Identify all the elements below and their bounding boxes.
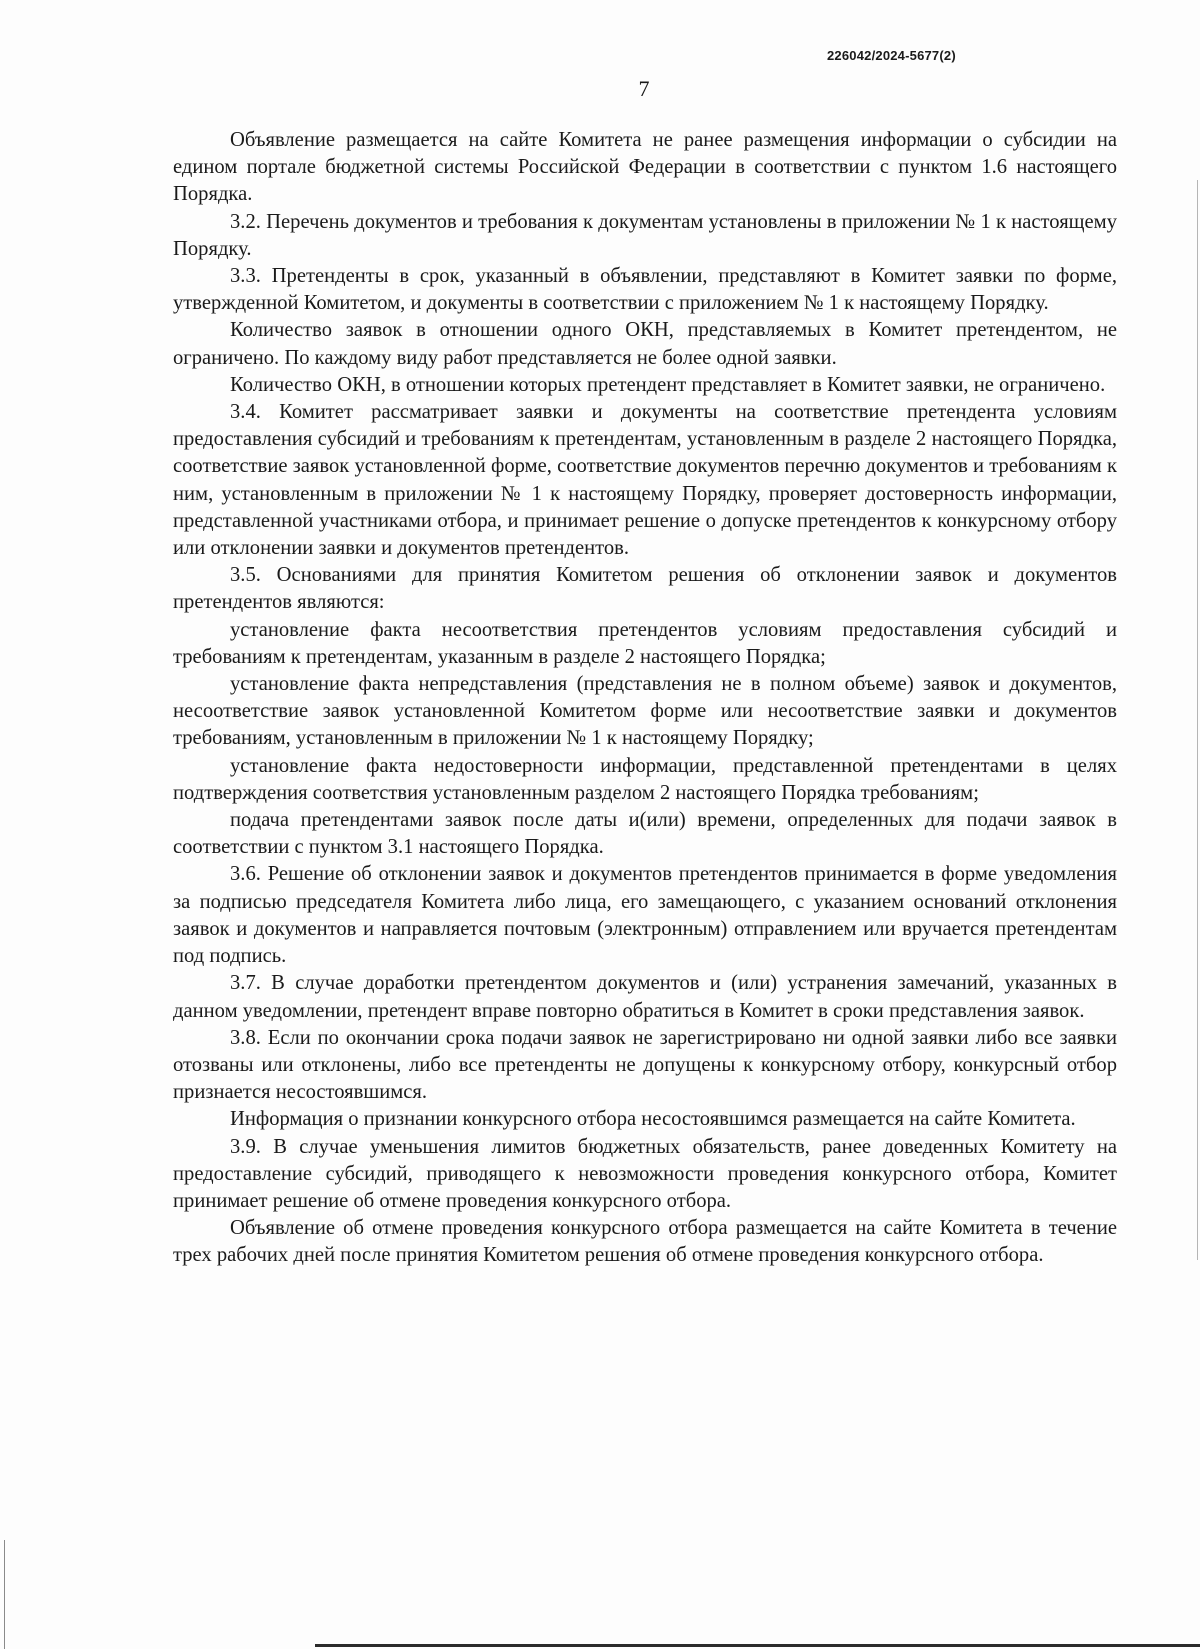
- paragraph: 3.6. Решение об отклонении заявок и документов претендентов принимается в форме уведомления за подписью председателя Комитета либо лица, его замещающего, с указанием оснований отклонения заявок и документов и направляется почтовым (электронным) отправлением или вручается претендентам под подпись.: [173, 863, 1117, 968]
- paragraph: установление факта недостоверности информации, представленной претендентами в целях подтверждения соответствия установленным разделом 2 настоящего Порядка требованиям;: [173, 754, 1117, 804]
- paragraph: Информация о признании конкурсного отбора несостоявшимся размещается на сайте Комитета.: [230, 1108, 1076, 1131]
- paragraph: 3.8. Если по окончании срока подачи заявок не зарегистрировано ни одной заявки либо все заявки отозваны или отклонены, либо все претенденты не допущены к конкурсному отбору, конкурсный отбор признается несостоявшимся.: [173, 1026, 1117, 1104]
- paragraph: Количество ОКН, в отношении которых претендент представляет в Комитет заявки, не ограничено.: [230, 373, 1106, 396]
- paragraph: 3.2. Перечень документов и требования к документам установлены в приложении № 1 к настоящему Порядку.: [173, 210, 1117, 260]
- page-number: 7: [638, 76, 650, 101]
- document-registration-number: 226042/2024-5677(2): [827, 48, 956, 63]
- paragraph: 3.7. В случае доработки претендентом документов и (или) устранения замечаний, указанных в данном уведомлении, претендент вправе повторно обратиться в Комитет в сроки представления заявок.: [173, 972, 1117, 1022]
- scan-edge-line: [1197, 180, 1198, 1260]
- paragraph: установление факта непредставления (представления не в полном объеме) заявок и документов, несоответствие заявок установленной Комитетом форме или несоответствие заявки и документов требованиям, установленным в приложении № 1 к настоящему Порядку;: [173, 673, 1117, 750]
- paragraph: Объявление об отмене проведения конкурсного отбора размещается на сайте Комитета в течение трех рабочих дней после принятия Комитетом решения об отмене проведения конкурсного отбора.: [173, 1217, 1117, 1267]
- paragraph: 3.5. Основаниями для принятия Комитетом решения об отклонении заявок и документов претендентов являются:: [173, 564, 1117, 614]
- paragraph: Объявление размещается на сайте Комитета не ранее размещения информации о субсидии на едином портале бюджетной системы Российской Федерации в соответствии с пунктом 1.6 настоящего Порядка.: [173, 129, 1117, 206]
- paragraph: Количество заявок в отношении одного ОКН, представляемых в Комитет претендентом, не ограничено. По каждому виду работ представляется не более одной заявки.: [173, 319, 1117, 369]
- scan-bottom-edge: [315, 1644, 1200, 1647]
- paragraph: подача претендентами заявок после даты и(или) времени, определенных для подачи заявок в соответствии с пунктом 3.1 настоящего Порядка.: [173, 809, 1117, 859]
- scan-edge-line: [4, 1540, 5, 1649]
- paragraph: 3.9. В случае уменьшения лимитов бюджетных обязательств, ранее доведенных Комитету на предоставление субсидий, приводящего к невозможности проведения конкурсного отбора, Комитет принимает решение об отмене проведения конкурсного отбора.: [173, 1135, 1117, 1212]
- paragraph: установление факта несоответствия претендентов условиям предоставления субсидий и требованиям к претендентам, указанным в разделе 2 настоящего Порядка;: [173, 618, 1117, 668]
- paragraph: 3.4. Комитет рассматривает заявки и документы на соответствие претендента условиям предоставления субсидий и требованиям к претендентам, установленным в разделе 2 настоящего Порядка, соответствие заявок установленной форме, соответствие документов перечню документов и требованиям к ним, установленным в приложении № 1 к настоящему Порядку, проверяет достоверность информации, представленной участниками отбора, и принимает решение о допуске претендентов к конкурсному отбору или отклонении заявки и документов претендентов.: [173, 401, 1117, 560]
- paragraph: 3.3. Претенденты в срок, указанный в объявлении, представляют в Комитет заявки по форме, утвержденной Комитетом, и документы в соответствии с приложением № 1 к настоящему Порядку.: [173, 265, 1117, 315]
- document-body: [173, 127, 1117, 1270]
